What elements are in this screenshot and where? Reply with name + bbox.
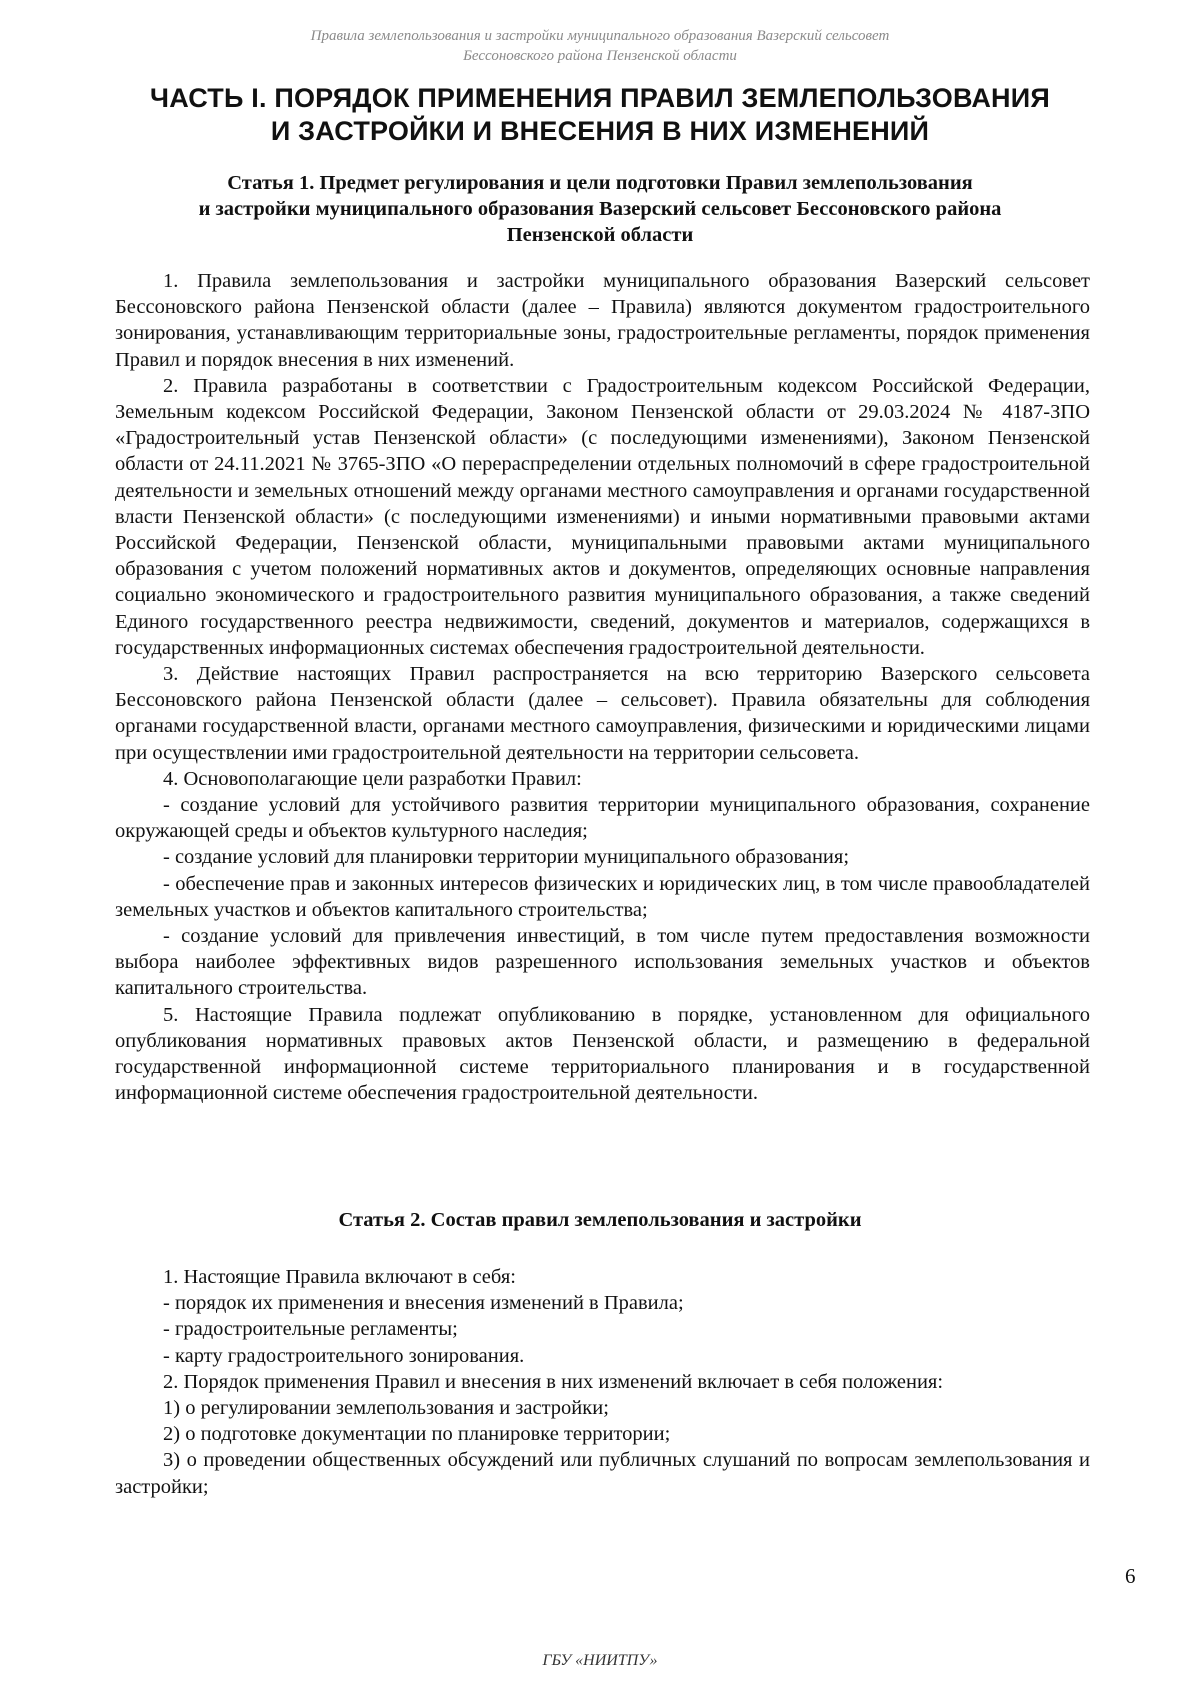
- article-2-line-1: 1. Настоящие Правила включают в себя:: [163, 1266, 516, 1288]
- running-header: [0, 26, 1200, 66]
- article-1-title-line-1: Статья 1. Предмет регулирования и цели подготовки Правил землепользования: [227, 172, 973, 194]
- footer-organization: ГБУ «НИИТПУ»: [542, 1652, 658, 1669]
- article-2-title: Статья 2. Состав правил землепользования и застройки: [338, 1209, 862, 1231]
- running-header-line-2: Бессоновского района Пензенской области: [463, 48, 737, 64]
- article-1-paragraph-3: 3. Действие настоящих Правил распространяется на всю территорию Вазерского сельсовета Бессоновского района Пензенской области (далее – сельсовет). Правила обязательны для соблюдения органами государственной власти, органами местного самоуправления, физическими и юридическими лицами при осуществлении ими градостроительной деятельности на территории сельсовета.: [115, 663, 1090, 764]
- article-2-line-2: - порядок их применения и внесения изменений в Правила;: [163, 1292, 684, 1315]
- article-1-title-line-3: Пензенской области: [506, 224, 694, 246]
- article-1-paragraph-5: 5. Настоящие Правила подлежат опубликованию в порядке, установленном для официального опубликования нормативных правовых актов Пензенской области, и размещению в федеральной государственной информационной системе территориального планирования и в государственной информационной системе обеспечения градостроительной деятельности.: [115, 1003, 1090, 1105]
- article-1-paragraph-4: 4. Основополагающие цели разработки Правил:: [163, 767, 582, 790]
- part-title-line-1: ЧАСТЬ I. ПОРЯДОК ПРИМЕНЕНИЯ ПРАВИЛ ЗЕМЛЕПОЛЬЗОВАНИЯ: [150, 83, 1050, 113]
- part-title: [100, 82, 1100, 148]
- article-2-line-4: - карту градостроительного зонирования.: [163, 1344, 525, 1367]
- article-1-goal-item-1: - создание условий для устойчивого развития территории муниципального образования, сохранение окружающей среды и объектов культурного наследия;: [115, 794, 1090, 843]
- article-1-title: [100, 170, 1100, 248]
- article-1-goal-item-2: - создание условий для планировки территории муниципального образования;: [163, 846, 850, 869]
- article-2-line-3: - градостроительные регламенты;: [163, 1318, 458, 1341]
- article-2-line-7: 2) о подготовке документации по планировке территории;: [163, 1423, 671, 1446]
- article-1-title-line-2: и застройки муниципального образования Вазерский сельсовет Бессоновского района: [198, 198, 1002, 220]
- article-2-body: [115, 1264, 1090, 1500]
- article-2-line-6: 1) о регулировании землепользования и застройки;: [163, 1397, 609, 1420]
- article-2-line-5: 2. Порядок применения Правил и внесения в них изменений включает в себя положения:: [163, 1370, 944, 1393]
- article-1-paragraph-2: 2. Правила разработаны в соответствии с Градостроительным кодексом Российской Федерации, Земельным кодексом Российской Федерации, Законом Пензенской области от 29.03.2024 № 4187-ЗПО «Градостроительный устав Пензенской области» (с последующими изменениями), Законом Пензенской области от 24.11.2021 № 3765-ЗПО «О перераспределении отдельных полномочий в сфере градостроительной деятельности и земельных отношений между органами местного самоуправления и органами государственной власти Пензенской области» (с последующими изменениями) и иными нормативными правовыми актами Российской Федерации, Пензенской области, муниципальными правовыми актами муниципального образования с учетом положений нормативных актов и документов, определяющих основные направления социально экономического и градостроительного развития муниципального образования, а также сведений Единого государственного реестра недвижимости, сведений, документов и материалов, содержащихся в государственных информационных системах обеспечения градостроительной деятельности.: [115, 374, 1090, 659]
- page-number: 6: [1125, 1564, 1136, 1588]
- part-title-line-2: И ЗАСТРОЙКИ И ВНЕСЕНИЯ В НИХ ИЗМЕНЕНИЙ: [270, 116, 930, 146]
- article-1-goal-item-4: - создание условий для привлечения инвестиций, в том числе путем предоставления возможности выбора наиболее эффективных видов разрешенного использования земельных участков и объектов капитального строительства.: [115, 925, 1090, 1000]
- article-2-line-8: 3) о проведении общественных обсуждений или публичных слушаний по вопросам землепользования и застройки;: [115, 1449, 1090, 1498]
- article-1-goal-item-3: - обеспечение прав и законных интересов физических и юридических лиц, в том числе правообладателей земельных участков и объектов капитального строительства;: [115, 872, 1090, 921]
- article-1-body: [115, 268, 1090, 1107]
- article-1-paragraph-1: 1. Правила землепользования и застройки муниципального образования Вазерский сельсовет Бессоновского района Пензенской области (далее – Правила) являются документом градостроительного зонирования, устанавливающим территориальные зоны, градостроительные регламенты, порядок применения Правил и порядок внесения в них изменений.: [115, 270, 1090, 371]
- running-header-line-1: Правила землепользования и застройки муниципального образования Вазерский сельсовет: [310, 28, 890, 44]
